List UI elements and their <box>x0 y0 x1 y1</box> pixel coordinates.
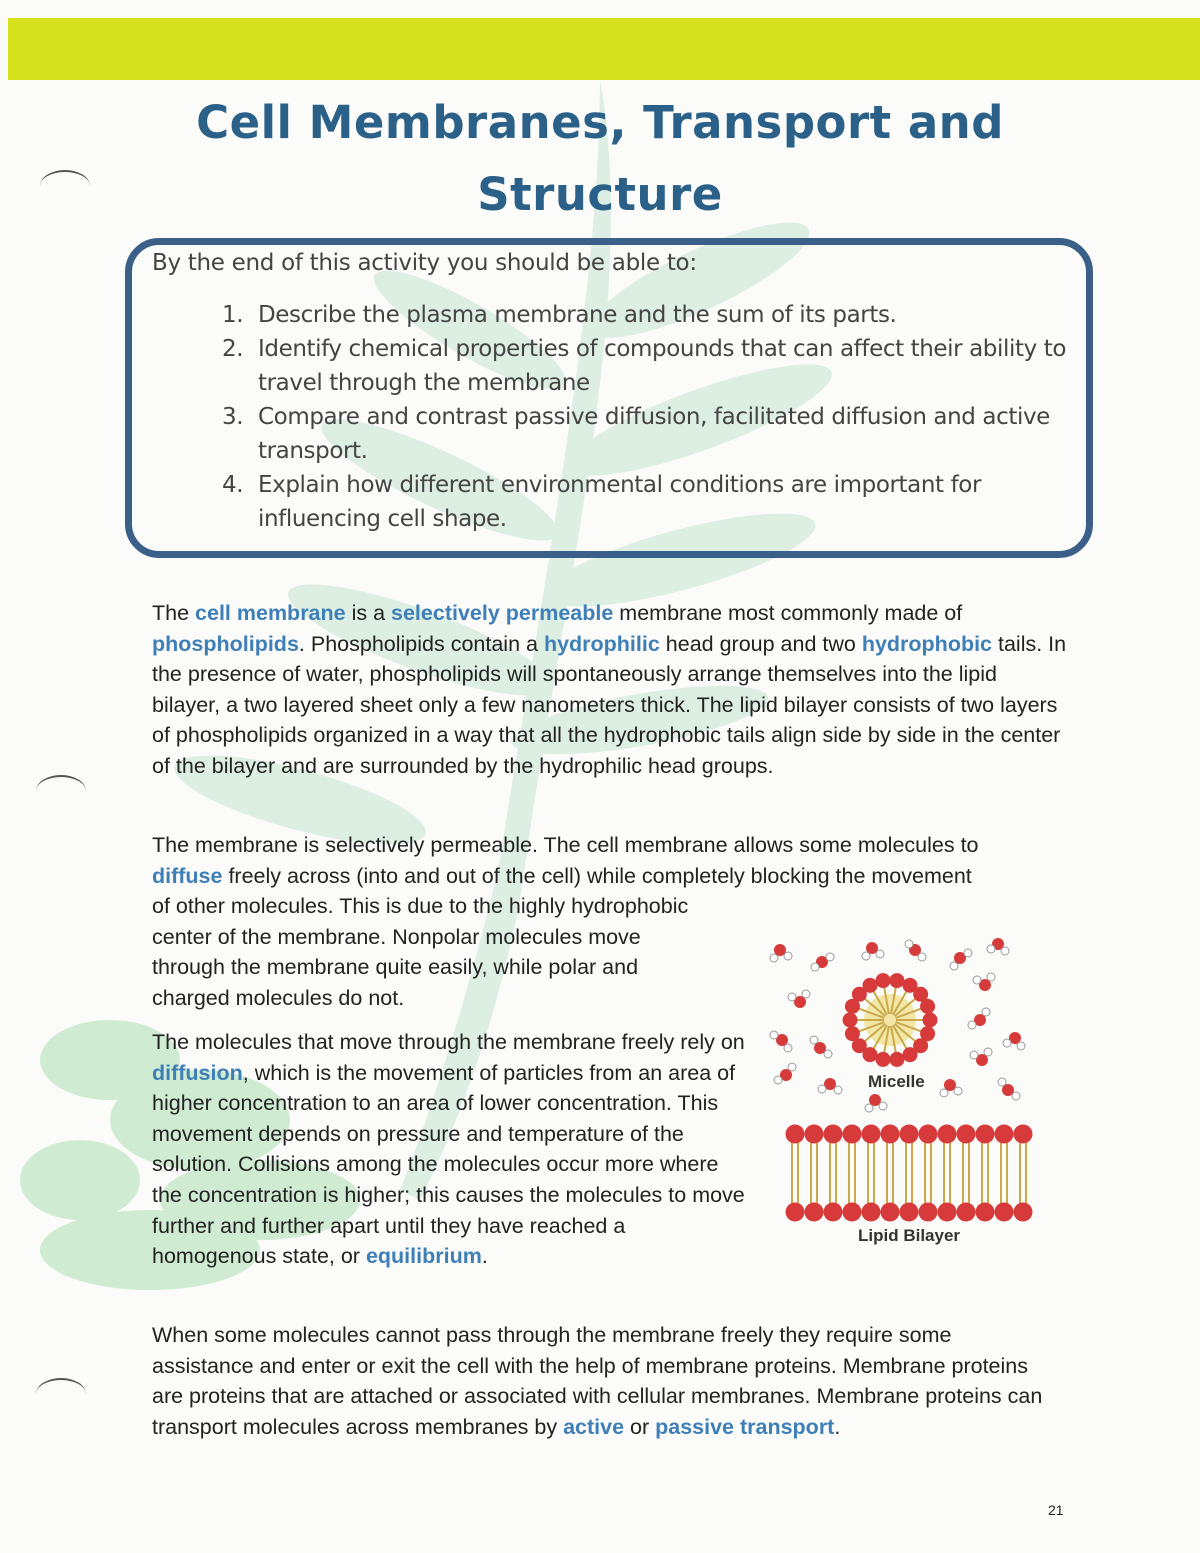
header-color-band <box>8 18 1200 80</box>
micelle-bilayer-diagram <box>760 930 1040 1260</box>
paragraph-selective-permeability: The membrane is selectively permeable. The cell membrane allows some molecules to diffuse freely across (into and out of the cell) while completely blocking the movement of other molecules. This is due to the highly hydrophobic center of the membrane. Nonpolar molecules move through the membrane quite easily, while polar and charged molecules do not. <box>152 833 979 1010</box>
micelle-label: Micelle <box>868 1072 925 1091</box>
objectives-intro: By the end of this activity you should be able to: <box>152 250 697 276</box>
paragraph-membrane-proteins: When some molecules cannot pass through the membrane freely they require some assistance and enter or exit the cell with the help of membrane proteins. Membrane proteins are proteins that are attached or associated with cellular membranes. Membrane proteins can transport molecules across membranes by active or passive transport. <box>152 1323 1043 1439</box>
lipid-bilayer <box>786 1125 1033 1222</box>
micelle-bilayer-figure <box>760 930 1040 1260</box>
binder-hole-bottom <box>36 1378 86 1410</box>
paragraph-cell-membrane: The cell membrane is a selectively permeable membrane most commonly made of phospholipids. Phospholipids contain a hydrophilic head group and two hydrophobic tails. In the presence of water, phospholipids will spontaneously arrange themselves into the lipid bilayer, a two layered sheet only a few nanometers thick. The lipid bilayer consists of two layers of phospholipids organized in a way that all the hydrophobic tails align side by side in the center of the bilayer and are surrounded by the hydrophilic head groups. <box>152 601 1067 778</box>
binder-hole-middle <box>36 775 86 807</box>
page-title-line2: Structure <box>477 168 723 221</box>
lipid-bilayer-label: Lipid Bilayer <box>858 1226 961 1245</box>
objective-item: 4. Explain how different environmental conditions are important for influencing cell shape. <box>222 472 982 532</box>
page-title-line1: Cell Membranes, Transport and <box>196 96 1004 149</box>
objective-item: 1. Describe the plasma membrane and the sum of its parts. <box>222 302 897 328</box>
paragraph-diffusion: The molecules that move through the membrane freely rely on diffusion, which is the movement of particles from an area of higher concentration to an area of lower concentration. This movement depends on pressure and temperature of the solution. Collisions among the molecules occur more where the concentration is higher; this causes the molecules to move further and further apart until they have reached a homogenous state, or equilibrium. <box>152 1030 745 1269</box>
objective-item: 3. Compare and contrast passive diffusion, facilitated diffusion and active transport. <box>222 404 1050 464</box>
page-number: 21 <box>1048 1502 1064 1518</box>
objectives-list <box>222 298 1072 536</box>
objective-item: 2. Identify chemical properties of compounds that can affect their ability to travel through the membrane <box>222 336 1067 396</box>
micelle <box>843 973 938 1067</box>
